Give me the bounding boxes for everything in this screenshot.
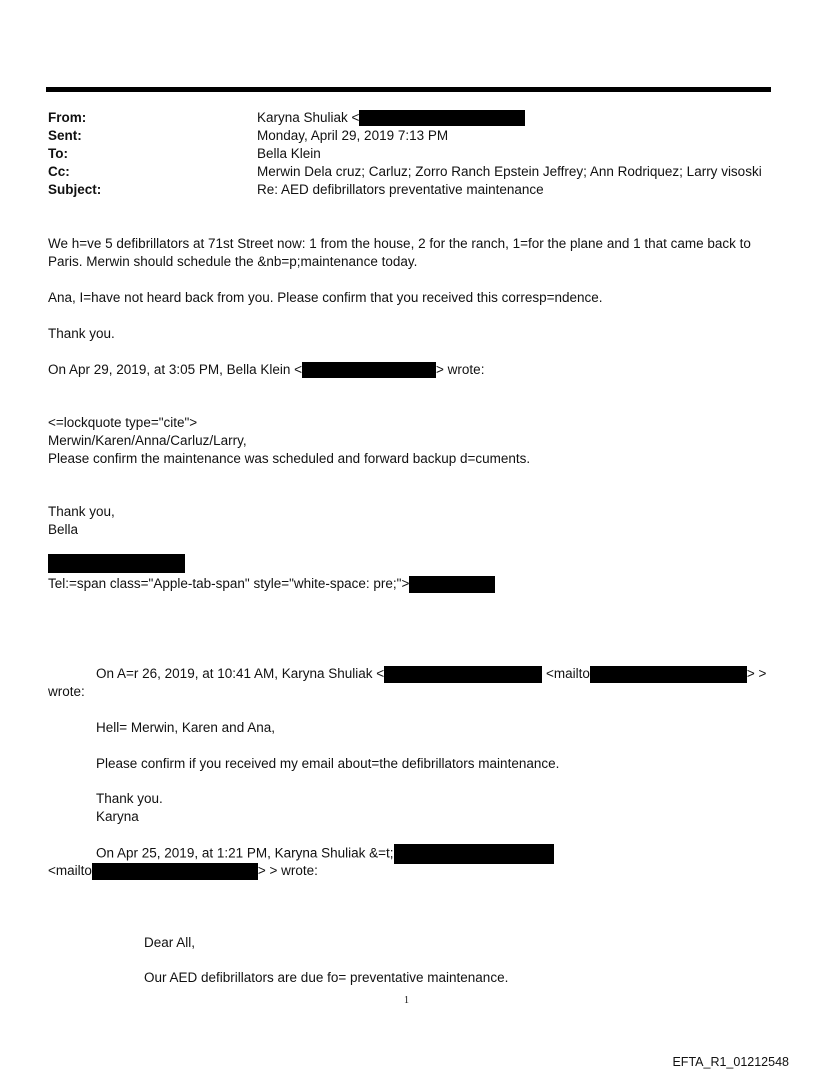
page-number: 1 [404,995,409,1006]
body-line: Dear All, [144,935,196,950]
to-label: To: [48,146,68,161]
quote-header-3: On Apr 25, 2019, at 1:21 PM, Karyna Shuliak &=t; [96,844,554,864]
document-id: EFTA_R1_01212548 [672,1055,789,1069]
redaction-box [359,110,525,126]
body-line: Bella [48,522,79,537]
body-line: Thank you. [48,326,115,341]
quote-header-2: On A=r 26, 2019, at 10:41 AM, Karyna Shuliak < <mailto > > [96,666,767,681]
redaction-box [590,666,747,683]
body-line: Our AED defibrillators are due fo= preventative maintenance. [144,970,509,985]
cc-label: Cc: [48,164,70,179]
redaction-box [394,844,554,864]
redaction-box [409,576,495,593]
redaction-box [302,362,436,378]
body-line: Please confirm the maintenance was scheduled and forward backup d=cuments. [48,451,531,466]
quote-header-1: On Apr 29, 2019, at 3:05 PM, Bella Klein < > wrote: [48,362,485,377]
from-label: From: [48,110,87,125]
mailto-line: <mailto > > wrote: [48,863,318,878]
from-value: Karyna Shuliak < [257,109,525,127]
tel-line: Tel:=span class="Apple-tab-span" style="white-space: pre;"> [48,575,495,593]
body-line: wrote: [48,684,85,699]
sent-label: Sent: [48,128,82,143]
redaction-box [384,666,542,683]
subject-value: Re: AED defibrillators preventative maintenance [257,182,544,197]
sent-value: Monday, April 29, 2019 7:13 PM [257,128,449,143]
body-line: We h=ve 5 defibrillators at 71st Street now: 1 from the house, 2 for the ranch, 1=for the plane and 1 that came back to [48,236,751,251]
body-line: Please confirm if you received my email about=the defibrillators maintenance. [96,756,560,771]
cc-value: Merwin Dela cruz; Carluz; Zorro Ranch Epstein Jeffrey; Ann Rodriquez; Larry visoski [257,164,762,179]
body-line: Ana, I=have not heard back from you. Please confirm that you received this corresp=ndence. [48,290,603,305]
body-line: Hell= Merwin, Karen and Ana, [96,720,275,735]
body-line: Karyna [96,809,139,824]
subject-label: Subject: [48,182,102,197]
body-line: Thank you, [48,504,115,519]
blockquote-line: <=lockquote type="cite"> [48,415,198,430]
body-line: Thank you. [96,791,163,806]
to-value: Bella Klein [257,146,321,161]
body-line: Merwin/Karen/Anna/Carluz/Larry, [48,433,247,448]
body-line: Paris. Merwin should schedule the &nb=p;maintenance today. [48,254,418,269]
redaction-box [48,554,185,573]
redaction-box [92,863,258,880]
header-rule [46,87,771,92]
